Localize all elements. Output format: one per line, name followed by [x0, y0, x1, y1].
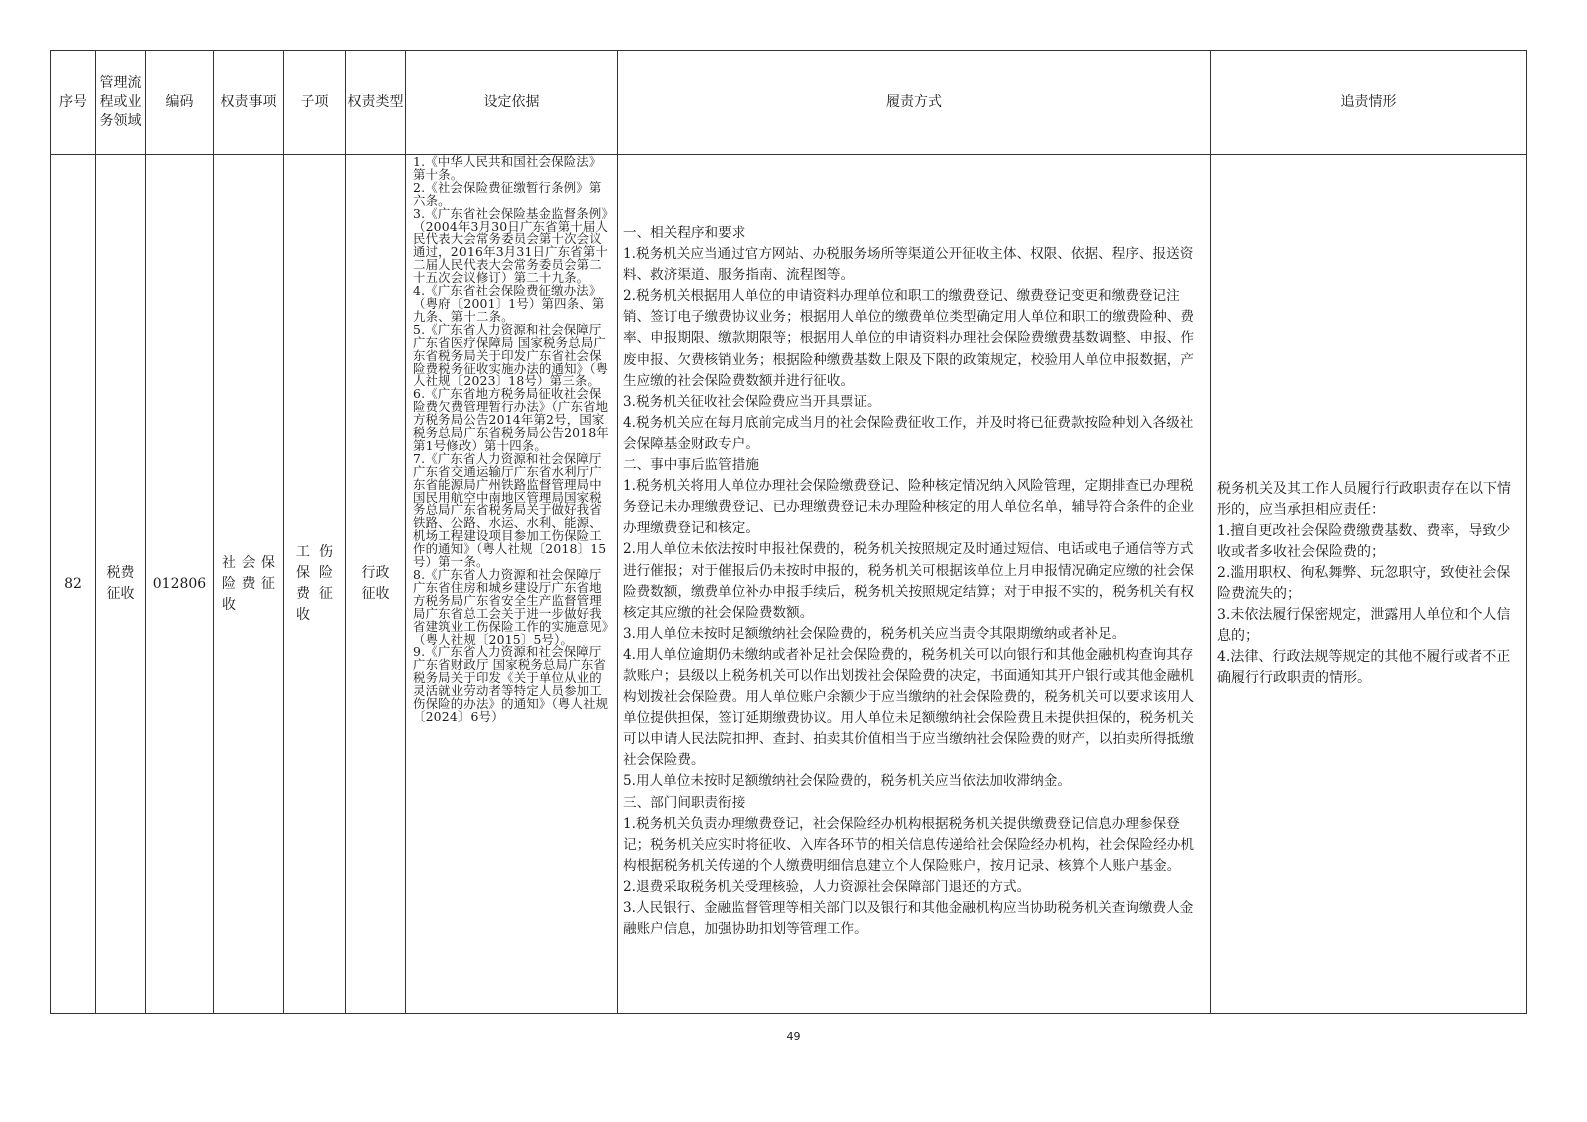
- basis-item: 4.《广东省社会保险费征缴办法》（粤府〔2001〕1号）第四条、第九条、第十二条。: [413, 283, 605, 324]
- basis-item: 5.《广东省人力资源和社会保障厅 广东省医疗保障局 国家税务总局广东省税务局关于印发广东省社会保险费税务征收实施办法的通知》（粤人社规〔2023〕18号）第三条。: [413, 321, 609, 389]
- duty-heading: 二、事中事后监管措施: [623, 457, 759, 474]
- basis-item: 2.《社会保险费征缴暂行条例》第六条。: [413, 179, 602, 208]
- seq-cell: 82: [51, 155, 96, 1014]
- header-field: 管理流程或业务领域: [96, 51, 146, 155]
- duty-item: 1.税务机关负责办理缴费登记，社会保险经办机构根据税务机关提供缴费登记信息办理参保登记；税务机关应实时将征收、入库各环节的相关信息传递给社会保险经办机构，社会保险经办机构根据税务机关传递的个人缴费明细信息建立个人保险账户，按月记录、核算个人账户基金。: [623, 815, 1194, 874]
- basis-item: 3.《广东省社会保险基金监督条例》（2004年3月30日广东省第十届人民代表大会常务委员会第十次会议通过，2016年3月31日广东省第十二届人民代表大会常务委员会第二十五次会议修订）第二十九条。: [413, 205, 609, 286]
- duty-heading: 一、相关程序和要求: [623, 225, 746, 241]
- basis-item: 9.《广东省人力资源和社会保障厅 广东省财政厅 国家税务总局广东省税务局关于印发《关于单位从业的灵活就业劳动者等特定人员参加工伤保险的办法》的通知》（粤人社规〔2024〕6号）: [413, 644, 609, 724]
- basis-cell: [406, 155, 618, 1014]
- type-cell: 行政征收: [346, 155, 406, 1014]
- code-cell: 012806: [146, 155, 214, 1014]
- acc-item: 税务机关及其工作人员履行行政职责存在以下情形的，应当承担相应责任：: [1217, 481, 1511, 518]
- acc-item: 1.擅自更改社会保险费缴费基数、费率，导致少收或者多收社会保险费的；: [1217, 523, 1511, 560]
- basis-item: 1.《中华人民共和国社会保险法》第十条。: [413, 154, 602, 182]
- duty-item: 2.用人单位未依法按时申报社保费的，税务机关按照规定及时通过短信、电话或电子通信等方式进行催报；对于催报后仍未按时申报的，税务机关可根据该单位上月申报情况确定应缴的社会保险费数额，缴费单位补办申报手续后，税务机关按照规定结算；对于申报不实的，税务机关有权核定其应缴的社会保险费数额。: [623, 541, 1194, 621]
- acc-item: 2.滥用职权、徇私舞弊、玩忽职守，致使社会保险费流失的；: [1217, 565, 1511, 602]
- basis-item: 6.《广东省地方税务局征收社会保险费欠费管理暂行办法》（广东省地方税务局公告2014年第2号，国家税务总局广东省税务局公告2018年第1号修改）第十四条。: [413, 386, 610, 453]
- sub-cell: 工伤保险费征收: [284, 155, 346, 1014]
- page-number: 49: [786, 1030, 801, 1043]
- header-item: 权责事项: [214, 51, 284, 155]
- basis-item: 8.《广东省人力资源和社会保障厅广东省住房和城乡建设厅广东省地方税务局广东省安全生产监督管理局广东省总工会关于进一步做好我省建筑业工伤保险工作的实施意见》（粤人社规〔2015〕5号）。: [413, 567, 609, 647]
- duty-item: 1.税务机关应当通过官方网站、办税服务场所等渠道公开征收主体、权限、依据、程序、报送资料、救济渠道、服务指南、流程图等。: [623, 246, 1194, 284]
- header-sub: 子项: [284, 51, 346, 155]
- duty-item: 2.税务机关根据用人单位的申请资料办理单位和职工的缴费登记、缴费登记变更和缴费登记注销、签订电子缴费协议业务；根据用人单位的缴费单位类型确定用人单位和职工的缴费险种、费率、申报期限、缴款期限等；根据用人单位的申请资料办理社会保险费缴费基数调整、申报、作废申报、欠费核销业务；根据险种缴费基数上限及下限的政策规定，校验用人单位申报数据，产生应缴的社会保险费数额并进行征收。: [623, 288, 1194, 389]
- field-cell: 税费征收: [96, 155, 146, 1014]
- duty-item: 3.用人单位未按时足额缴纳社会保险费的，税务机关应当责令其限期缴纳或者补足。: [623, 625, 1126, 642]
- header-basis: 设定依据: [406, 51, 618, 155]
- header-duty: 履责方式: [618, 51, 1211, 155]
- duty-item: 2.退费采取税务机关受理核验，人力资源社会保障部门退还的方式。: [623, 878, 1031, 895]
- header-code: 编码: [146, 51, 214, 155]
- responsibility-table: [50, 50, 1527, 1014]
- duty-item: 3.税务机关征收社会保险费应当开具票证。: [623, 393, 881, 410]
- header-seq: 序号: [51, 51, 96, 155]
- duty-item: 4.用人单位逾期仍未缴纳或者补足社会保险费的，税务机关可以向银行和其他金融机构查询其存款账户；县级以上税务机关可以作出划拨社会保险费的决定，书面通知其开户银行或其他金融机构划拨社会保险费。用人单位账户余额少于应当缴纳的社会保险费的，税务机关可以要求该用人单位提供担保，签订延期缴费协议。用人单位未足额缴纳社会保险费且未提供担保的，税务机关可以申请人民法院扣押、查封、拍卖其价值相当于应当缴纳社会保险费的财产，以拍卖所得抵缴社会保险费。: [623, 646, 1194, 769]
- header-acc: 追责情形: [1211, 51, 1527, 155]
- accountability-cell: [1211, 155, 1527, 1014]
- duty-item: 5.用人单位未按时足额缴纳社会保险费的，税务机关应当依法加收滞纳金。: [623, 773, 1071, 790]
- acc-item: 3.未依法履行保密规定，泄露用人单位和个人信息的；: [1217, 607, 1511, 644]
- duty-item: 4.税务机关应在每月底前完成当月的社会保险费征收工作，并及时将已征费款按险种划入各级社会保障基金财政专户。: [623, 414, 1194, 452]
- header-type: 权责类型: [346, 51, 406, 155]
- header-row: [51, 51, 1527, 155]
- basis-item: 7.《广东省人力资源和社会保障厅广东省交通运输厅广东省水利厅广东省能源局广州铁路监督管理局中国民用航空中南地区管理局国家税务总局广东省税务局关于做好我省铁路、公路、水运、水利、能源、机场工程建设项目参加工伤保险工作的通知》（粤人社规〔2018〕15号）第一条。: [413, 450, 607, 570]
- item-cell: 社会保险费征收: [214, 155, 284, 1014]
- duty-item: 1.税务机关将用人单位办理社会保险缴费登记、险种核定情况纳入风险管理，定期排查已办理税务登记未办理缴费登记、已办理缴费登记未办理险种核定的用人单位名单，辅导符合条件的企业办理缴费登记和核定。: [623, 478, 1194, 537]
- duty-item: 3.人民银行、金融监督管理等相关部门以及银行和其他金融机构应当协助税务机关查询缴费人金融账户信息，加强协助扣划等管理工作。: [623, 900, 1194, 938]
- duty-cell: [618, 155, 1211, 1014]
- duty-heading: 三、部门间职责衔接: [623, 794, 746, 811]
- acc-item: 4.法律、行政法规等规定的其他不履行或者不正确履行行政职责的情形。: [1217, 649, 1511, 686]
- table-row: [51, 155, 1527, 1014]
